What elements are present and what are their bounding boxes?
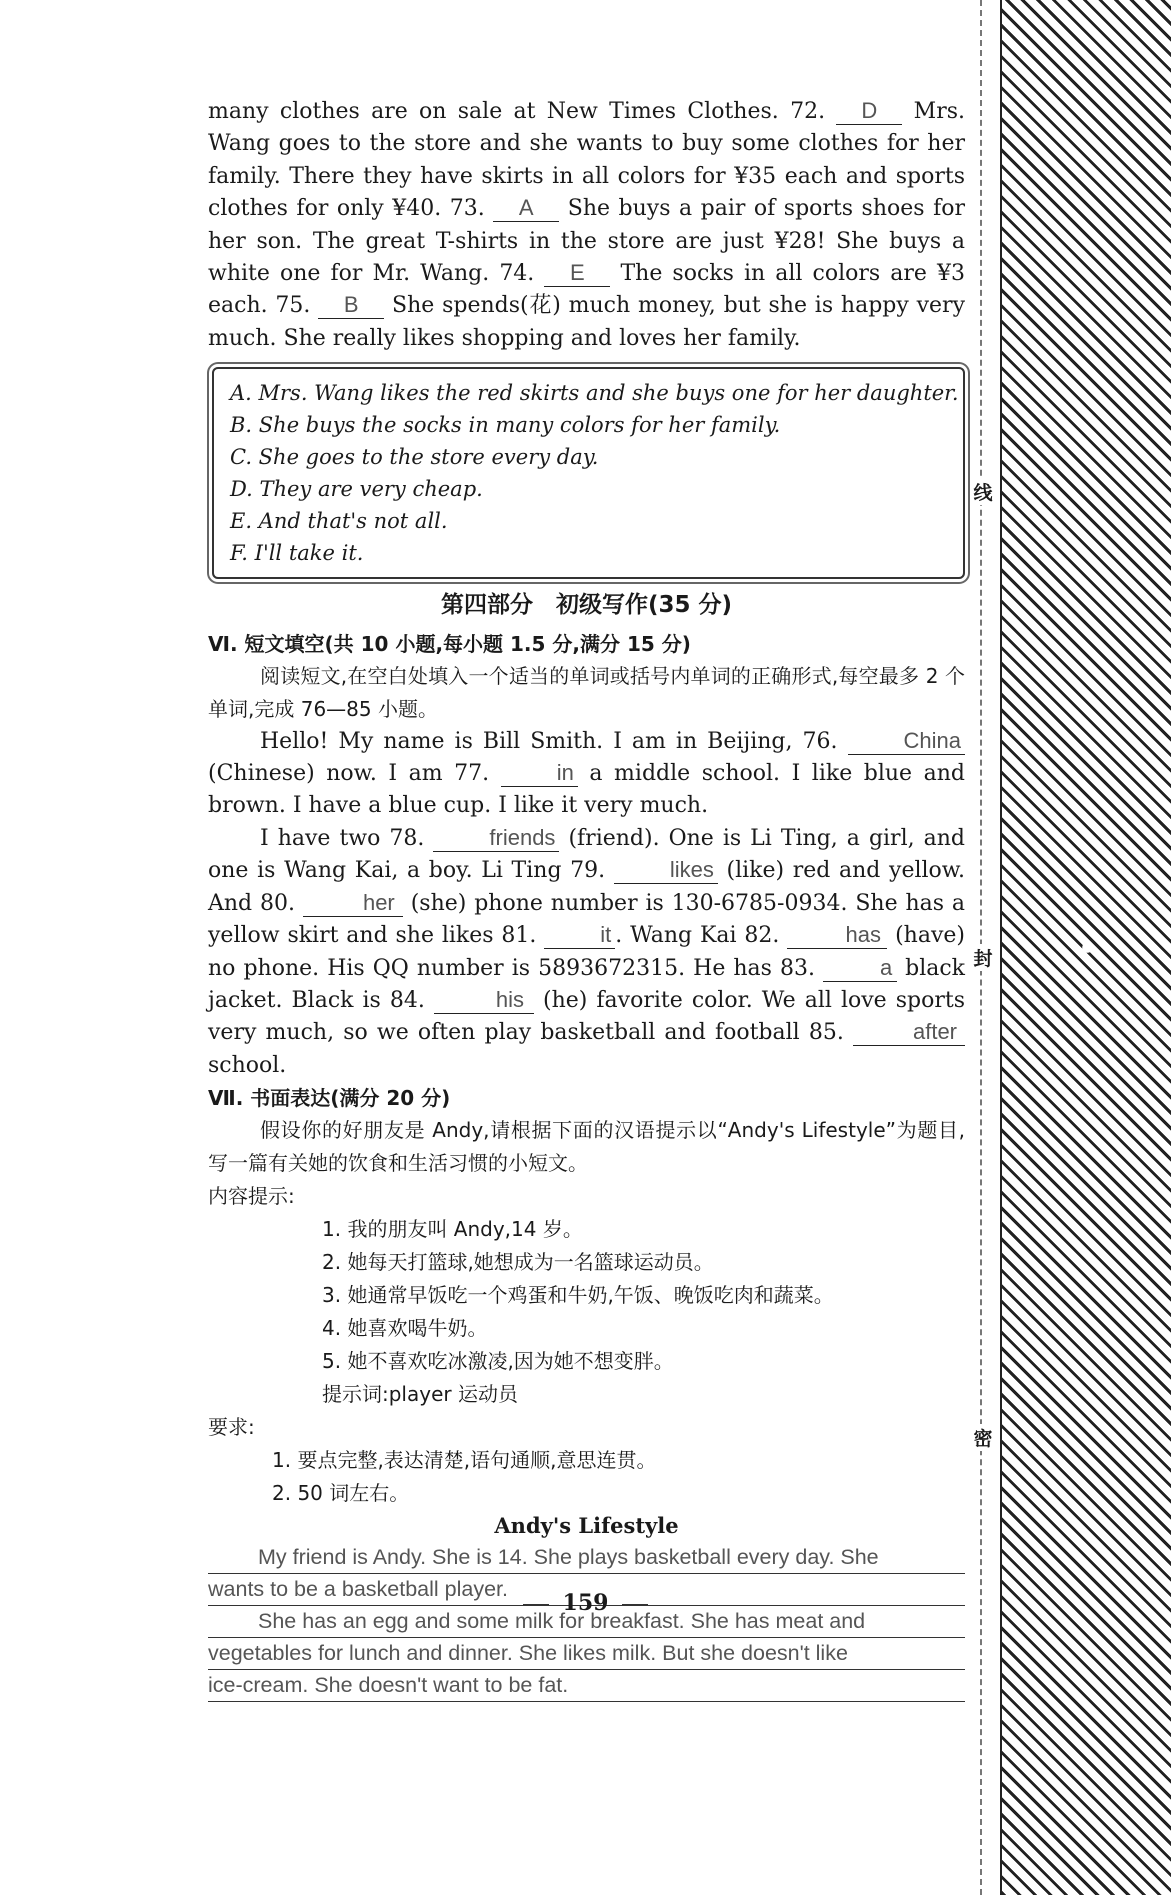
binding-char-line: 线 (972, 478, 994, 505)
essay-line: ice-cream. She doesn't want to be fat. (208, 1670, 965, 1702)
answer-80: her (303, 890, 403, 917)
essay-line: She has an egg and some milk for breakfast. She has meat and (208, 1606, 965, 1638)
main-content (208, 96, 965, 1702)
essay-title: Andy's Lifestyle (494, 1513, 679, 1539)
cloze-paragraph-2: I have two 78. friends (friend). One is Li Ting, a girl, and one is Wang Kai, a boy. Li Ting 79. likes (like) red and yellow. And 80. her (she) phone number is 130-6785-0934. She has a yellow skirt and she likes 81. it . Wang Kai 82. has (have) no phone. His QQ number is 5893672315. He has 83. a black jacket. Black is 84. his (he) favorite color. We all love sports very much, so we often play basketball and football 85. after school. (208, 824, 966, 1078)
option-a: A. Mrs. Wang likes the red skirts and she buys one for her daughter. (230, 381, 959, 406)
option-e: E. And that's not all. (230, 509, 448, 534)
hint-3: 3. 她通常早饭吃一个鸡蛋和牛奶,午饭、晚饭吃肉和蔬菜。 (322, 1283, 834, 1308)
decorative-pattern-border (1000, 0, 1171, 1895)
essay-line: vegetables for lunch and dinner. She likes milk. But she doesn't like (208, 1638, 965, 1670)
answer-83: a (823, 955, 897, 982)
section6-instruction: 阅读短文,在空白处填入一个适当的单词或括号内单词的正确形式,每空最多 2 个单词,完成 76—85 小题。 (208, 663, 965, 721)
option-c: C. She goes to the store every day. (230, 445, 599, 470)
answer-75: B (318, 292, 384, 319)
hint-label: 内容提示: (208, 1184, 295, 1209)
answer-73: A (493, 195, 559, 222)
page-number: 159 (0, 1590, 1171, 1616)
answer-72: D (836, 98, 902, 125)
requirement-1: 1. 要点完整,表达清楚,语句通顺,意思连贯。 (272, 1448, 657, 1473)
hint-5: 5. 她不喜欢吃冰激凌,因为她不想变胖。 (322, 1349, 674, 1374)
answer-82: has (787, 922, 887, 949)
section7-title: Ⅶ. 书面表达(满分 20 分) (208, 1086, 451, 1111)
essay-body (208, 1542, 965, 1702)
reading-passage: many clothes are on sale at New Times Clothes. 72. D Mrs. Wang goes to the store and she wants to buy some clothes for her family. There they have skirts in all colors for ¥35 each and sports clothes for only ¥40. 73. A She buys a pair of sports shoes for her son. The great T-shirts in the store are just ¥28! She buys a white one for Mr. Wang. 74. E The socks in all colors are ¥3 each. 75. B She spends(花) much money, but she is happy very much. She really likes shopping and loves her family. (208, 98, 965, 351)
section7-prompt: 假设你的好朋友是 Andy,请根据下面的汉语提示以“Andy's Lifestyle”为题目,写一篇有关她的饮食和生活习惯的小短文。 (208, 1118, 965, 1176)
requirement-label: 要求: (208, 1415, 255, 1440)
answer-84: his (434, 987, 534, 1014)
hint-2: 2. 她每天打篮球,她想成为一名篮球运动员。 (322, 1250, 714, 1275)
answer-78: friends (433, 825, 559, 852)
options-box (212, 367, 965, 579)
essay-line: My friend is Andy. She is 14. She plays basketball every day. She (208, 1542, 965, 1574)
section6-title: Ⅵ. 短文填空(共 10 小题,每小题 1.5 分,满分 15 分) (208, 631, 691, 656)
cloze-paragraph-1: Hello! My name is Bill Smith. I am in Beijing, 76. China (Chinese) now. I am 77. in a middle school. I like blue and brown. I have a blue cup. I like it very much. (208, 727, 965, 819)
essay-line: wants to be a basketball player. (208, 1574, 965, 1606)
hint-1: 1. 我的朋友叫 Andy,14 岁。 (322, 1217, 583, 1242)
answer-79: likes (614, 857, 718, 884)
answer-81: it (544, 922, 615, 949)
part4-title: 第四部分 初级写作(35 分) (440, 592, 733, 619)
answer-76: China (848, 728, 965, 755)
hint-word: 提示词:player 运动员 (322, 1382, 518, 1407)
option-d: D. They are very cheap. (230, 477, 483, 502)
hint-4: 4. 她喜欢喝牛奶。 (322, 1316, 488, 1341)
answer-85: after (853, 1019, 965, 1046)
answer-77: in (501, 760, 578, 787)
binding-char-secret: 密 (972, 1424, 994, 1451)
option-f: F. I'll take it. (230, 541, 364, 566)
answer-74: E (544, 260, 610, 287)
requirement-2: 2. 50 词左右。 (272, 1481, 410, 1506)
option-b: B. She buys the socks in many colors for her family. (230, 413, 781, 438)
binding-char-seal: 封 (972, 944, 994, 971)
